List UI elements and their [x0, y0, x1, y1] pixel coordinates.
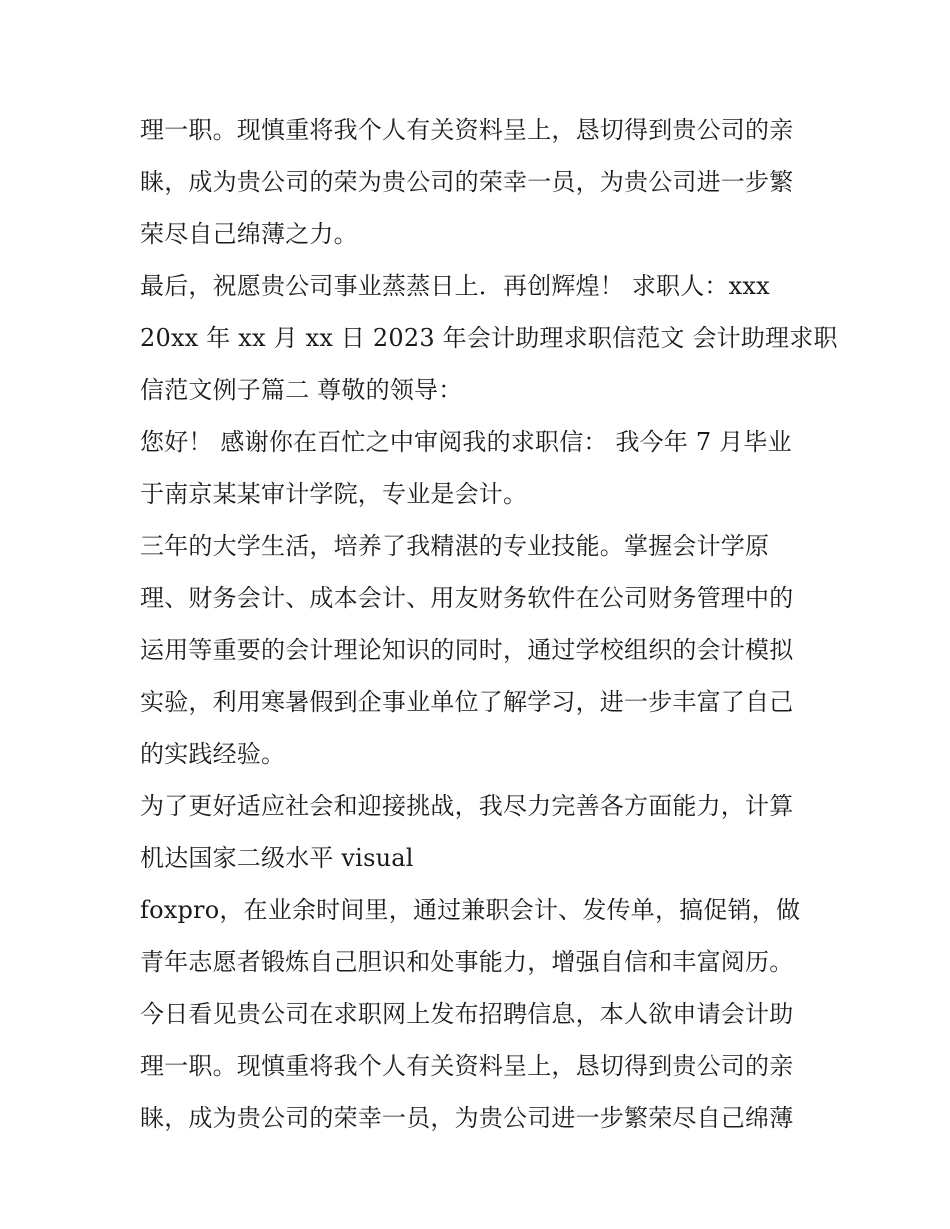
text-line: 信范文例子篇二 尊敬的领导：: [140, 376, 463, 404]
text-line: 20xx 年 xx 月 xx 日 2023 年会计助理求职信范文 会计助理求职: [140, 324, 838, 352]
text-line: 最后，祝愿贵公司事业蒸蒸日上．再创辉煌！ 求职人：xxx: [140, 272, 770, 300]
text-line: 实验，利用寒暑假到企事业单位了解学习，进一步丰富了自己: [140, 688, 794, 716]
text-line: 的实践经验。: [140, 740, 286, 768]
text-line: 睐，成为贵公司的荣为贵公司的荣幸一员，为贵公司进一步繁: [140, 168, 794, 196]
text-line: 理一职。现慎重将我个人有关资料呈上，恳切得到贵公司的亲: [140, 1052, 794, 1080]
text-line: 于南京某某审计学院，专业是会计。: [140, 480, 528, 508]
text-line: 机达国家二级水平 visual: [140, 844, 414, 872]
text-line: 青年志愿者锻炼自己胆识和处事能力，增强自信和丰富阅历。: [140, 948, 794, 976]
text-line: 三年的大学生活，培养了我精湛的专业技能。掌握会计学原: [140, 532, 770, 560]
text-line: 睐，成为贵公司的荣幸一员，为贵公司进一步繁荣尽自己绵薄: [140, 1104, 794, 1132]
text-line: 理一职。现慎重将我个人有关资料呈上，恳切得到贵公司的亲: [140, 116, 794, 144]
text-line: foxpro，在业余时间里，通过兼职会计、发传单，搞促销，做: [140, 896, 801, 924]
text-line: 运用等重要的会计理论知识的同时，通过学校组织的会计模拟: [140, 636, 794, 664]
text-line: 理、财务会计、成本会计、用友财务软件在公司财务管理中的: [140, 584, 794, 612]
text-line: 今日看见贵公司在求职网上发布招聘信息，本人欲申请会计助: [140, 1000, 794, 1028]
text-line: 荣尽自己绵薄之力。: [140, 220, 358, 248]
text-line: 您好！ 感谢你在百忙之中审阅我的求职信： 我今年 7 月毕业: [140, 428, 792, 456]
text-line: 为了更好适应社会和迎接挑战，我尽力完善各方面能力，计算: [140, 792, 794, 820]
document-body: [140, 104, 838, 1144]
